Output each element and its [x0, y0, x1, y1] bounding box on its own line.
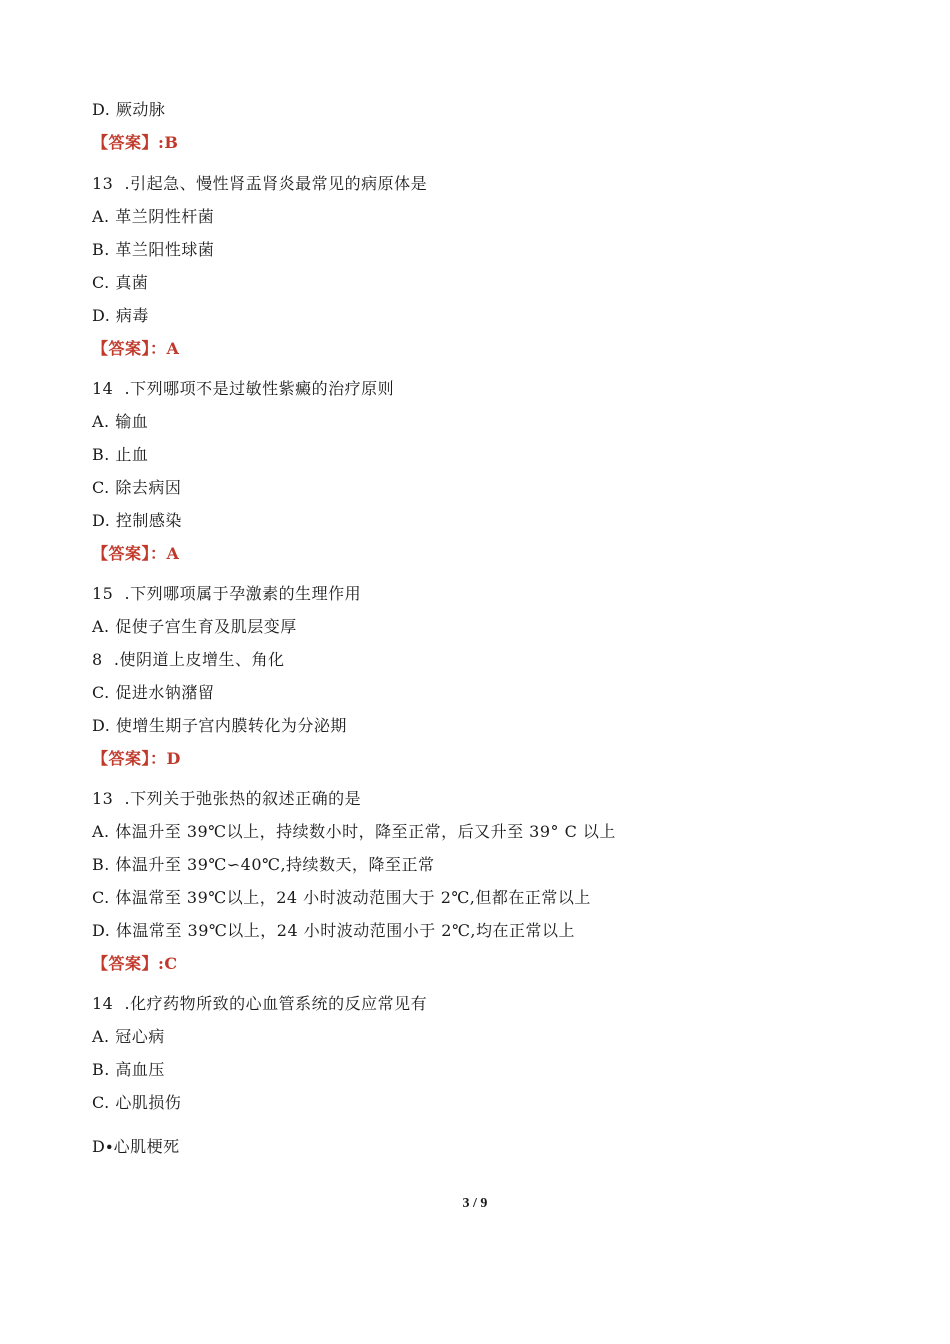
option-d-q15: D. 使增生期子宫内膜转化为分泌期: [92, 716, 347, 735]
answer-q14: 【答案】：A: [92, 544, 180, 563]
option-a-q13b: A. 体温升至 39℃以上，持续数小时，降至正常，后又升至 39° C 以上: [92, 822, 616, 841]
option-d-q13: D. 病毒: [92, 306, 149, 325]
question-14b: 14 .化疗药物所致的心血管系统的反应常见有: [92, 994, 428, 1013]
answer-q15: 【答案】：D: [92, 749, 181, 768]
option-d-q13b: D. 体温常至 39℃以上，24 小时波动范围小于 2℃,均在正常以上: [92, 921, 575, 940]
option-b-q14: B. 止血: [92, 445, 149, 464]
option-a-q14: A. 输血: [92, 412, 149, 431]
answer-q13b: 【答案】:C: [92, 954, 178, 973]
option-a-q15: A. 促使子宫生育及肌层变厚: [92, 617, 297, 636]
option-b-q13: B. 革兰阳性球菌: [92, 240, 215, 259]
option-b-q14b: B. 高血压: [92, 1060, 165, 1079]
question-15: 15 .下列哪项属于孕激素的生理作用: [92, 584, 362, 603]
option-d-q12: D. 厥动脉: [92, 100, 166, 119]
answer-q13: 【答案】：A: [92, 339, 180, 358]
answer-q12: 【答案】:B: [92, 133, 179, 152]
option-c-q15: C. 促进水钠潴留: [92, 683, 215, 702]
question-14: 14 .下列哪项不是过敏性紫癜的治疗原则: [92, 379, 395, 398]
option-b-q15: 8 .使阴道上皮增生、角化: [92, 650, 285, 669]
option-d-q14: D. 控制感染: [92, 511, 182, 530]
option-c-q13b: C. 体温常至 39℃以上，24 小时波动范围大于 2℃,但都在正常以上: [92, 888, 591, 907]
question-13b: 13 .下列关于弛张热的叙述正确的是: [92, 789, 362, 808]
question-13: 13 .引起急、慢性肾盂肾炎最常见的病原体是: [92, 174, 428, 193]
option-a-q13: A. 革兰阴性杆菌: [92, 207, 215, 226]
page-indicator: 3 / 9: [462, 1196, 488, 1211]
option-d-q14b: D∙心肌梗死: [92, 1137, 180, 1156]
option-b-q13b: B. 体温升至 39℃∽40℃,持续数天，降至正常: [92, 855, 435, 874]
option-c-q14b: C. 心肌损伤: [92, 1093, 182, 1112]
option-c-q13: C. 真菌: [92, 273, 149, 292]
option-a-q14b: A. 冠心病: [92, 1027, 165, 1046]
option-c-q14: C. 除去病因: [92, 478, 182, 497]
